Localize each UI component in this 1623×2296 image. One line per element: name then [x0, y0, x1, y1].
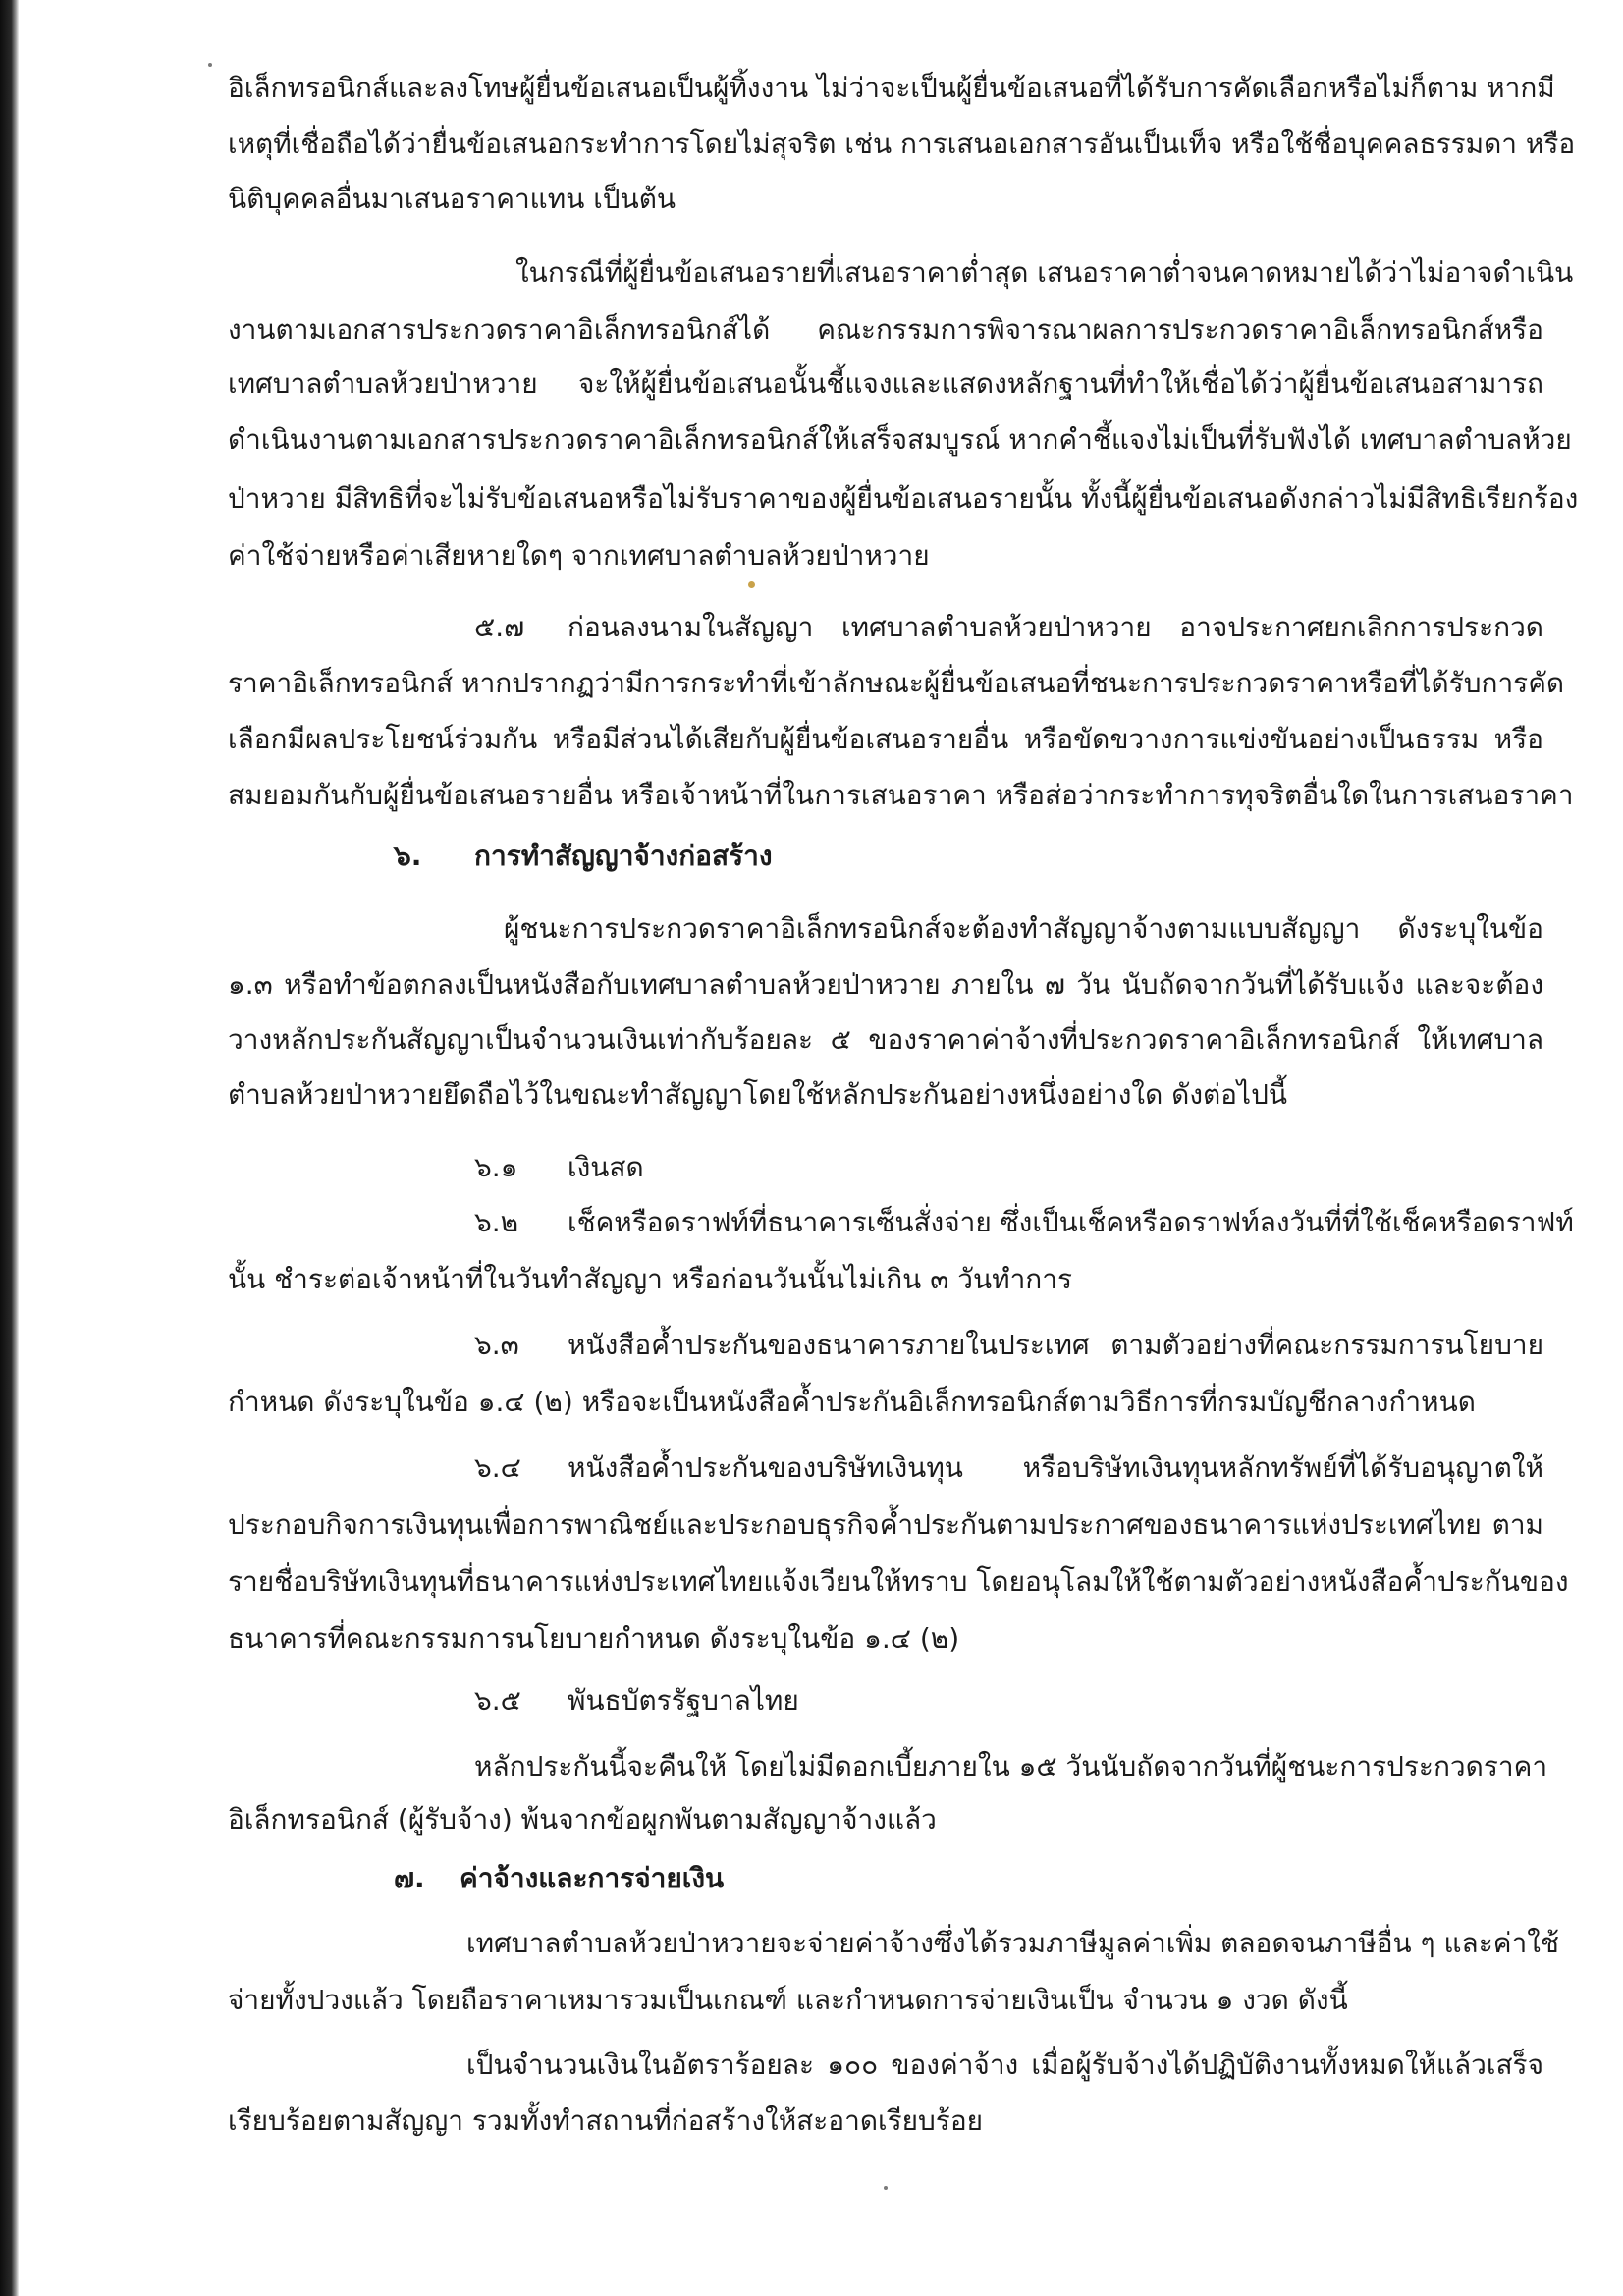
paragraph-line: เทศบาลตำบลห้วยป่าหวาย จะให้ผู้ยื่นข้อเสนอนั้นชี้แจงและแสดงหลักฐานที่ทำให้เชื่อได้ว่าผู้ยื่นข้อเสนอสามารถ [228, 367, 1543, 400]
scan-speck [884, 2186, 888, 2190]
paragraph-line: ดำเนินงานตามเอกสารประกวดราคาอิเล็กทรอนิกส์ให้เสร็จสมบูรณ์ หากคำชี้แจงไม่เป็นที่รับฟังได้ เทศบาลตำบลห้วย [228, 423, 1572, 456]
clause-number: ๕.๗ [474, 611, 525, 643]
paragraph-line: อิเล็กทรอนิกส์ (ผู้รับจ้าง) พ้นจากข้อผูกพันตามสัญญาจ้างแล้ว [228, 1803, 937, 1835]
paragraph-line: ผู้ชนะการประกวดราคาอิเล็กทรอนิกส์จะต้องทำสัญญาจ้างตามแบบสัญญา ดังระบุในข้อ [504, 912, 1543, 945]
item-line: เงินสด [568, 1151, 644, 1183]
item-line: พันธบัตรรัฐบาลไทย [568, 1684, 799, 1717]
paragraph-line: หลักประกันนี้จะคืนให้ โดยไม่มีดอกเบี้ยภายใน ๑๕ วันนับถัดจากวันที่ผู้ชนะการประกวดราคา [474, 1750, 1548, 1782]
item-number: ๖.๑ [474, 1151, 518, 1183]
scan-edge-shadow [0, 0, 19, 2296]
item-number: ๖.๔ [474, 1451, 521, 1484]
paragraph-line: วางหลักประกันสัญญาเป็นจำนวนเงินเท่ากับร้อยละ ๕ ของราคาค่าจ้างที่ประกวดราคาอิเล็กทรอนิกส์ ให้เทศบาล [228, 1023, 1543, 1056]
paragraph-line: จ่ายทั้งปวงแล้ว โดยถือราคาเหมารวมเป็นเกณฑ์ และกำหนดการจ่ายเงินเป็น จำนวน ๑ งวด ดังนี้ [228, 1984, 1348, 2016]
paragraph-line: ตำบลห้วยป่าหวายยึดถือไว้ในขณะทำสัญญาโดยใช้หลักประกันอย่างหนึ่งอย่างใด ดังต่อไปนี้ [228, 1078, 1287, 1111]
section-heading: ค่าจ้างและการจ่ายเงิน [460, 1862, 725, 1894]
clause-line: สมยอมกันกับผู้ยื่นข้อเสนอรายอื่น หรือเจ้าหน้าที่ในการเสนอราคา หรือส่อว่ากระทำการทุจริตอื่นใดในการเสนอราคา [228, 779, 1574, 811]
item-number: ๖.๓ [474, 1329, 519, 1361]
section-number: ๗. [394, 1862, 425, 1894]
clause-line: ราคาอิเล็กทรอนิกส์ หากปรากฏว่ามีการกระทำที่เข้าลักษณะผู้ยื่นข้อเสนอที่ชนะการประกวดราคาหรือที่ได้รับการคัด [228, 667, 1565, 699]
paragraph-line: เรียบร้อยตามสัญญา รวมทั้งทำสถานที่ก่อสร้างให้สะอาดเรียบร้อย [228, 2105, 984, 2137]
item-number: ๖.๒ [474, 1206, 519, 1238]
paragraph-line: นิติบุคคลอื่นมาเสนอราคาแทน เป็นต้น [228, 183, 676, 215]
scan-speck [208, 63, 212, 67]
clause-line: เลือกมีผลประโยชน์ร่วมกัน หรือมีส่วนได้เสียกับผู้ยื่นข้อเสนอรายอื่น หรือขัดขวางการแข่งขันอย่างเป็นธรรม หรือ [228, 723, 1543, 755]
item-line: ธนาคารที่คณะกรรมการนโยบายกำหนด ดังระบุในข้อ ๑.๔ (๒) [228, 1622, 960, 1655]
section-number: ๖. [394, 840, 422, 872]
clause-line: ก่อนลงนามในสัญญา เทศบาลตำบลห้วยป่าหวาย อาจประกาศยกเลิกการประกวด [568, 611, 1543, 643]
paragraph-line: เทศบาลตำบลห้วยป่าหวายจะจ่ายค่าจ้างซึ่งได้รวมภาษีมูลค่าเพิ่ม ตลอดจนภาษีอื่น ๆ และค่าใช้ [466, 1927, 1559, 1959]
item-line: รายชื่อบริษัทเงินทุนที่ธนาคารแห่งประเทศไทยแจ้งเวียนให้ทราบ โดยอนุโลมให้ใช้ตามตัวอย่างหนังสือค้ำประกันของ [228, 1565, 1569, 1598]
item-line: ประกอบกิจการเงินทุนเพื่อการพาณิชย์และประกอบธุรกิจค้ำประกันตามประกาศของธนาคารแห่งประเทศไทย ตาม [228, 1508, 1543, 1541]
item-line: กำหนด ดังระบุในข้อ ๑.๔ (๒) หรือจะเป็นหนังสือค้ำประกันอิเล็กทรอนิกส์ตามวิธีการที่กรมบัญชีกลางกำหนด [228, 1386, 1476, 1418]
scan-speck [748, 581, 755, 588]
paragraph-line: ๑.๓ หรือทำข้อตกลงเป็นหนังสือกับเทศบาลตำบลห้วยป่าหวาย ภายใน ๗ วัน นับถัดจากวันที่ได้รับแจ้ง และจะต้อง [228, 968, 1543, 1001]
paragraph-line: งานตามเอกสารประกวดราคาอิเล็กทรอนิกส์ได้ คณะกรรมการพิจารณาผลการประกวดราคาอิเล็กทรอนิกส์หรือ [228, 313, 1543, 346]
section-heading: การทำสัญญาจ้างก่อสร้าง [474, 840, 773, 872]
paragraph-line: ค่าใช้จ่ายหรือค่าเสียหายใดๆ จากเทศบาลตำบลห้วยป่าหวาย [228, 539, 930, 572]
item-number: ๖.๕ [474, 1684, 521, 1717]
paragraph-line: อิเล็กทรอนิกส์และลงโทษผู้ยื่นข้อเสนอเป็นผู้ทิ้งงาน ไม่ว่าจะเป็นผู้ยื่นข้อเสนอที่ได้รับการคัดเลือกหรือไม่ก็ตาม หากมี [228, 72, 1555, 104]
item-line: หนังสือค้ำประกันของบริษัทเงินทุน หรือบริษัทเงินทุนหลักทรัพย์ที่ได้รับอนุญาตให้ [568, 1451, 1543, 1484]
paragraph-line: ป่าหวาย มีสิทธิที่จะไม่รับข้อเสนอหรือไม่รับราคาของผู้ยื่นข้อเสนอรายนั้น ทั้งนี้ผู้ยื่นข้อเสนอดังกล่าวไม่มีสิทธิเรียกร้อง [228, 482, 1579, 515]
item-line: เช็คหรือดราฟท์ที่ธนาคารเซ็นสั่งจ่าย ซึ่งเป็นเช็คหรือดราฟท์ลงวันที่ที่ใช้เช็คหรือดราฟท์ [568, 1206, 1574, 1238]
paragraph-line: เป็นจำนวนเงินในอัตราร้อยละ ๑๐๐ ของค่าจ้าง เมื่อผู้รับจ้างได้ปฏิบัติงานทั้งหมดให้แล้วเสร็จ [466, 2049, 1543, 2081]
paragraph-line: เหตุที่เชื่อถือได้ว่ายื่นข้อเสนอกระทำการโดยไม่สุจริต เช่น การเสนอเอกสารอันเป็นเท็จ หรือใช้ชื่อบุคคลธรรมดา หรือ [228, 128, 1576, 160]
paragraph-line: ในกรณีที่ผู้ยื่นข้อเสนอรายที่เสนอราคาต่ำสุด เสนอราคาต่ำจนคาดหมายได้ว่าไม่อาจดำเนิน [515, 256, 1574, 289]
item-line: นั้น ชำระต่อเจ้าหน้าที่ในวันทำสัญญา หรือก่อนวันนั้นไม่เกิน ๓ วันทำการ [228, 1263, 1073, 1295]
item-line: หนังสือค้ำประกันของธนาคารภายในประเทศ ตามตัวอย่างที่คณะกรรมการนโยบาย [568, 1329, 1543, 1361]
